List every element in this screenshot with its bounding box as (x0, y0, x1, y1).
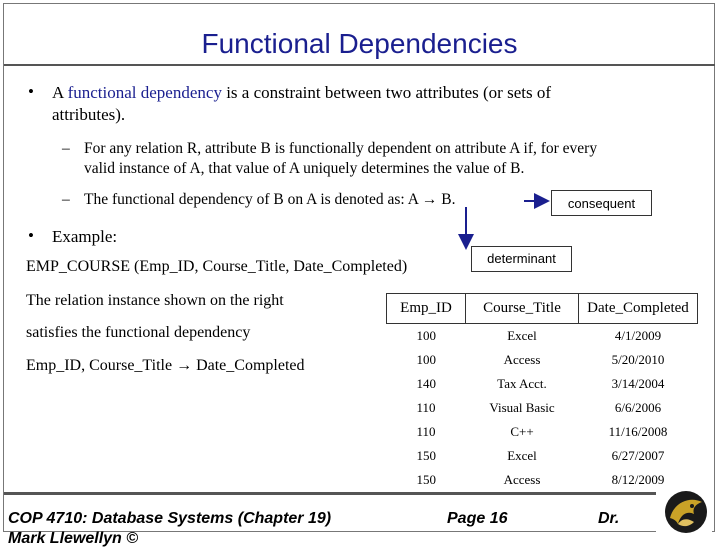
bullet-mark: • (28, 82, 34, 101)
relation-instance-table (386, 293, 698, 492)
footer-course: COP 4710: Database Systems (Chapter 19) (8, 510, 332, 527)
instance-text-1: The relation instance shown on the right (26, 292, 284, 309)
table-row (387, 324, 698, 349)
sub1-line1: For any relation R, attribute B is functionally dependent on attribute A if, for every (84, 140, 598, 157)
cell: C++ (510, 424, 534, 439)
cell: 8/12/2009 (611, 472, 665, 487)
sub-bullet-notation: The functional dependency of B on A is denoted as: A → B. (84, 191, 456, 208)
consequent-callout: consequent (551, 190, 652, 216)
university-logo-icon (656, 488, 712, 536)
bullet1-line1: A functional dependency is a constraint between two attributes (or sets of (52, 83, 552, 102)
column-header: Emp_ID (387, 294, 466, 324)
footer-page: Page 16 (447, 510, 508, 527)
cell: Tax Acct. (497, 376, 547, 391)
bullet-example: Example: (52, 227, 118, 246)
footer-author: Dr. (598, 510, 620, 527)
cell: 100 (416, 352, 436, 367)
cell: Access (503, 472, 541, 487)
determinant-callout: determinant (471, 246, 572, 272)
instance-text-2: satisfies the functional dependency (26, 324, 251, 341)
cell: 4/1/2009 (614, 328, 662, 343)
table-row (387, 420, 698, 444)
bullet-mark: • (28, 226, 34, 245)
table-row (387, 348, 698, 372)
table-row (387, 444, 698, 468)
cell: 110 (416, 424, 436, 439)
fd-statement: Emp_ID, Course_Title → Date_Completed (26, 357, 305, 374)
cell: Excel (507, 448, 537, 463)
footer-author-line2: Mark Llewellyn © (8, 530, 139, 547)
sub-dash: – (62, 140, 70, 157)
table-row (387, 372, 698, 396)
cell: 140 (416, 376, 436, 391)
cell: 3/14/2004 (611, 376, 665, 391)
column-header: Course_Title (466, 294, 579, 324)
cell: Excel (507, 328, 537, 343)
footer-rule (4, 492, 656, 495)
cell: 110 (416, 400, 436, 415)
highlight-term: functional dependency (67, 83, 222, 102)
column-header: Date_Completed (579, 294, 698, 324)
table-header-row (387, 294, 698, 324)
slide-footer (0, 492, 720, 547)
schema-line: EMP_COURSE (Emp_ID, Course_Title, Date_Completed) (26, 258, 408, 275)
bullet1-line2: attributes). (52, 105, 126, 124)
slide-title: Functional Dependencies (201, 28, 518, 59)
sub1-line2: valid instance of A, that value of A uniquely determines the value of B. (84, 160, 525, 177)
cell: 150 (416, 472, 436, 487)
cell: 100 (416, 328, 436, 343)
cell: Visual Basic (489, 400, 555, 415)
table-row (387, 396, 698, 420)
table-row (387, 468, 698, 492)
sub-dash: – (62, 191, 70, 208)
cell: 11/16/2008 (608, 424, 668, 439)
cell: Access (503, 352, 541, 367)
cell: 150 (416, 448, 436, 463)
cell: 5/20/2010 (611, 352, 665, 367)
cell: 6/6/2006 (614, 400, 662, 415)
cell: 6/27/2007 (611, 448, 665, 463)
